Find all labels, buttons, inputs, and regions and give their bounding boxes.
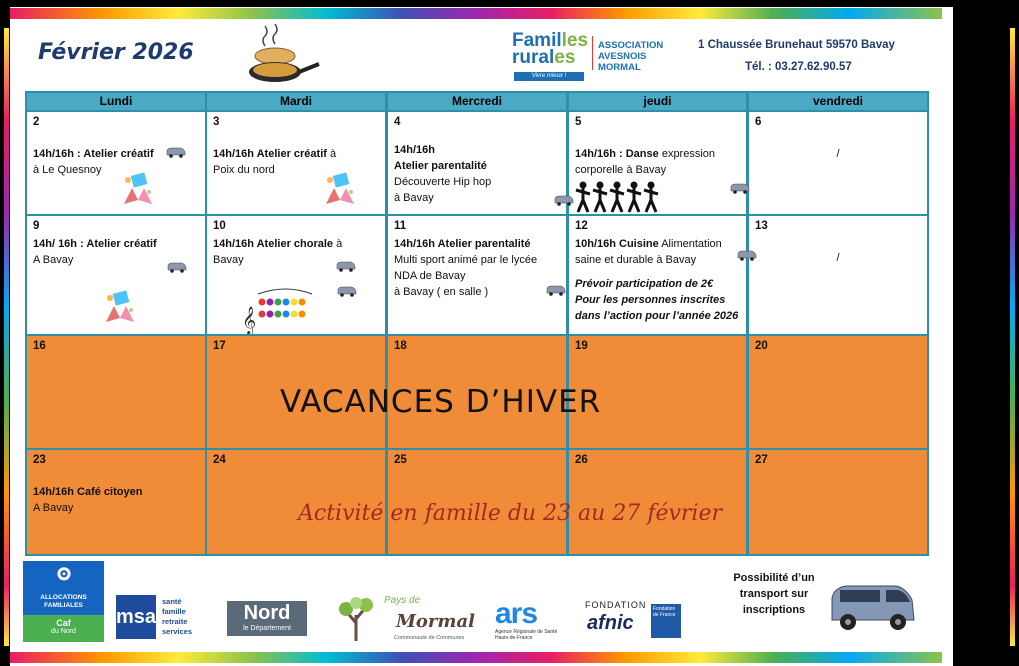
activity-line: Découverte Hip hop bbox=[394, 176, 492, 188]
day-number: 3 bbox=[213, 116, 220, 128]
pays-de-mormal-logo: Pays de Mormal Communauté de Communes bbox=[336, 591, 476, 646]
van-icon bbox=[337, 286, 357, 297]
day-number: 6 bbox=[755, 116, 762, 128]
activity-line: Bavay bbox=[213, 254, 244, 266]
caf-logo: ALLOCATIONS FAMILIALES Caf du Nord bbox=[23, 561, 104, 642]
activity-line: / bbox=[836, 252, 840, 264]
van-icon bbox=[730, 183, 750, 194]
day-number: 9 bbox=[33, 220, 40, 232]
activity-line: 14h/16h Café citoyen bbox=[33, 486, 143, 498]
activity-line: à Bavay bbox=[394, 192, 434, 204]
activity-line: à Le Quesnoy bbox=[33, 164, 102, 176]
activity-line: Poix du nord bbox=[213, 164, 275, 176]
day-cell[interactable] bbox=[749, 112, 927, 214]
activity-text bbox=[749, 250, 927, 266]
activity-line: à Bavay ( en salle ) bbox=[394, 286, 489, 298]
day-cell[interactable] bbox=[749, 336, 927, 448]
calendar-grid bbox=[25, 91, 929, 556]
familles-rurales-logo: Familles rurales Vivre mieux ! ASSOCIATION AVESNOIS MORMAL bbox=[512, 30, 664, 79]
ars-logo: ars Agence Régionale de Santé Hauts-de-France bbox=[495, 597, 558, 641]
activity-line: 14h/16h Atelier chorale à bbox=[213, 238, 343, 250]
activity-line: 10h/16h Cuisine Alimentation bbox=[575, 238, 722, 250]
activity-text bbox=[749, 146, 927, 162]
day-number: 20 bbox=[755, 340, 768, 352]
day-header: jeudi bbox=[569, 93, 746, 110]
rainbow-stripe-bottom bbox=[10, 652, 942, 663]
day-number: 16 bbox=[33, 340, 46, 352]
activity-line: Pour les personnes inscrites bbox=[575, 294, 726, 306]
day-cell[interactable] bbox=[388, 216, 566, 334]
day-number: 27 bbox=[755, 454, 768, 466]
crepe-pan-icon bbox=[243, 22, 321, 92]
rainbow-stripe-right bbox=[1010, 28, 1015, 646]
rainbow-stripe-left bbox=[4, 28, 9, 646]
craft-hands-icon bbox=[118, 170, 158, 206]
day-number: 13 bbox=[755, 220, 768, 232]
van-icon bbox=[166, 147, 186, 158]
day-number: 19 bbox=[575, 340, 588, 352]
day-cell[interactable] bbox=[749, 216, 927, 334]
chorale-icon bbox=[242, 286, 314, 334]
famille-banner: Activité en famille du 23 au 27 février bbox=[298, 501, 723, 526]
address: 1 Chaussée Brunehaut 59570 Bavay bbox=[698, 39, 895, 51]
activity-line: 14h/ 16h : Atelier créatif bbox=[33, 238, 157, 250]
tree-icon bbox=[336, 593, 376, 643]
day-cell[interactable] bbox=[27, 450, 205, 554]
day-number: 10 bbox=[213, 220, 226, 232]
activity-line: 14h/16h Atelier parentalité bbox=[394, 238, 531, 250]
van-icon bbox=[554, 195, 574, 206]
activity-line: saine et durable à Bavay bbox=[575, 254, 697, 266]
activity-text bbox=[394, 236, 537, 300]
van-icon bbox=[826, 580, 918, 636]
activity-line: 14h/16h Atelier créatif à bbox=[213, 148, 337, 160]
day-header: vendredi bbox=[749, 93, 927, 110]
day-number: 23 bbox=[33, 454, 46, 466]
day-cell[interactable] bbox=[388, 112, 566, 214]
activity-line: A Bavay bbox=[33, 254, 74, 266]
day-header: Lundi bbox=[27, 93, 205, 110]
day-number: 17 bbox=[213, 340, 226, 352]
day-number: 18 bbox=[394, 340, 407, 352]
activity-line bbox=[575, 268, 738, 276]
activity-text bbox=[575, 146, 715, 178]
day-cell[interactable] bbox=[569, 216, 746, 334]
activity-line: corporelle à Bavay bbox=[575, 164, 667, 176]
activity-line: 14h/16h : Danse expression bbox=[575, 148, 716, 160]
van-icon bbox=[167, 262, 187, 273]
van-icon bbox=[737, 250, 757, 261]
day-number: 12 bbox=[575, 220, 588, 232]
activity-line: Atelier parentalité bbox=[394, 160, 487, 172]
caf-emblem-icon bbox=[49, 565, 79, 587]
activity-text bbox=[575, 236, 738, 324]
activity-text bbox=[33, 236, 157, 268]
activity-text bbox=[213, 236, 342, 268]
day-cell[interactable] bbox=[27, 112, 205, 214]
dancers-icon bbox=[575, 180, 665, 214]
transport-note: Possibilité d’un transport sur inscriptions bbox=[733, 572, 815, 616]
activity-line: Prévoir participation de 2€ bbox=[575, 278, 714, 290]
activity-line: NDA de Bavay bbox=[394, 270, 466, 282]
activity-text bbox=[213, 146, 336, 178]
activity-line: dans l’action pour l’année 2026 bbox=[575, 310, 739, 322]
day-header: Mercredi bbox=[388, 93, 566, 110]
activity-text bbox=[394, 142, 491, 206]
van-icon bbox=[336, 261, 356, 272]
day-number: 4 bbox=[394, 116, 401, 128]
day-number: 2 bbox=[33, 116, 40, 128]
page-title: Février 2026 bbox=[38, 40, 194, 65]
msa-logo: msa santé famille retraite services bbox=[116, 595, 208, 639]
activity-line: / bbox=[836, 148, 840, 160]
day-number: 26 bbox=[575, 454, 588, 466]
day-number: 25 bbox=[394, 454, 407, 466]
svg-text:𝄞: 𝄞 bbox=[242, 307, 257, 334]
vacances-banner: VACANCES D’HIVER bbox=[280, 384, 602, 420]
activity-text bbox=[33, 484, 142, 516]
fondation-afnic-logo: FONDATION afnic Fondation de France bbox=[585, 600, 685, 642]
day-number: 24 bbox=[213, 454, 226, 466]
craft-hands-icon bbox=[320, 170, 360, 206]
activity-line: 14h/16h bbox=[394, 144, 435, 156]
phone: Tél. : 03.27.62.90.57 bbox=[745, 61, 852, 73]
day-cell[interactable] bbox=[27, 336, 205, 448]
craft-hands-icon bbox=[100, 288, 140, 324]
day-number: 11 bbox=[394, 220, 407, 232]
activity-line: A Bavay bbox=[33, 502, 74, 514]
nord-departement-logo: Nord le Département bbox=[227, 601, 307, 636]
rainbow-stripe-top bbox=[10, 8, 942, 19]
activity-line: 14h/16h : Atelier créatif bbox=[33, 148, 154, 160]
activity-line: Multi sport animé par le lycée bbox=[394, 254, 538, 266]
van-icon bbox=[546, 285, 566, 296]
day-cell[interactable] bbox=[749, 450, 927, 554]
day-number: 5 bbox=[575, 116, 582, 128]
day-header: Mardi bbox=[207, 93, 385, 110]
